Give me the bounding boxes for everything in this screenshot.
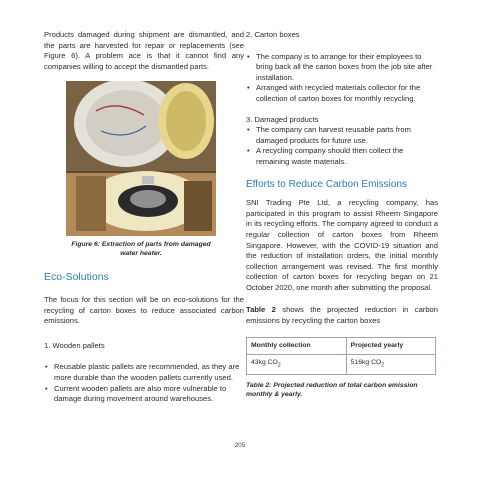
page-number: 205 xyxy=(234,442,246,449)
co2-subscript: 2 xyxy=(381,362,385,369)
right-column xyxy=(246,30,438,399)
table-caption: Table 2: Projected reduction of total carbon emission monthly & yearly. xyxy=(246,382,418,399)
list-item: • Arranged with recycled materials collector for the collection of carton boxes for monthly recycling. xyxy=(256,83,438,104)
monthly-value: 43kg CO xyxy=(251,359,278,367)
projection-table xyxy=(246,337,436,376)
carton-boxes-title: 2. Carton boxes xyxy=(246,30,300,39)
wooden-pallets-list xyxy=(44,362,244,404)
monthly-collection-cell xyxy=(247,355,347,375)
figure-6-photo xyxy=(66,81,216,236)
co2-subscript: 2 xyxy=(277,362,281,369)
sni-trading-paragraph: SNI Trading Pte Ltd, a recycling company, has participated in this program to assist Rheem Singapore in its recycling efforts. The company agreed to conduct a regular collection of carton boxes from Rheem Singapore. However, with the COVID-19 situation and the reduction of installation orders, the initial monthly collection arrangement was revised. The first monthly collection of carton boxes for recycling began on 21 October 2020, one month after submitting the proposal. xyxy=(246,198,438,292)
projected-yearly-header: Projected yearly xyxy=(346,337,435,355)
table-reference-bold: Table 2 xyxy=(246,305,276,315)
carbon-emissions-heading: Efforts to Reduce Carbon Emissions xyxy=(246,178,408,190)
projected-yearly-cell xyxy=(346,355,435,375)
focus-paragraph: The focus for this section will be on eco-solutions for the recycling of carton boxes to reduce associated carbon emissions. xyxy=(44,294,244,326)
water-heater-parts-image xyxy=(66,81,216,236)
wooden-pallets-title: 1. Wooden pallets xyxy=(44,340,105,350)
eco-solutions-heading: Eco-Solutions xyxy=(44,271,109,284)
list-item: • The company can harvest reusable parts from damaged products for future use. xyxy=(256,125,438,146)
list-item: • A recycling company should then collect the remaining waste materials. xyxy=(256,146,438,167)
table-reference-text: shows the projected reduction in carbon emissions by recycling the carton boxes xyxy=(246,305,438,326)
table-row xyxy=(247,355,436,375)
yearly-value: 516kg CO xyxy=(350,359,382,367)
carton-boxes-list xyxy=(246,52,438,105)
list-item: • The company is to arrange for their employees to bring back all the carton boxes from the job site after installation. xyxy=(256,52,438,84)
list-item: • Reusable plastic pallets are recommended, as they are more durable than the wooden pallets currently used. xyxy=(54,362,244,383)
table-row xyxy=(247,337,436,355)
intro-paragraph: Products damaged during shipment are dismantled, and the parts are harvested for repair or replacements (see Figure 6). A problem ace is that it cannot find any companies willing to accept the dismantled parts. xyxy=(44,30,244,71)
damaged-products-title: 3. Damaged products xyxy=(246,114,319,124)
monthly-collection-header: Monthly collection xyxy=(247,337,347,355)
left-column xyxy=(44,30,244,405)
damaged-products-list xyxy=(246,125,438,167)
list-item: • Current wooden pallets are also more vulnerable to damage during movement around warehouses. xyxy=(54,384,244,405)
table-reference-paragraph xyxy=(246,305,438,326)
figure-caption: Figure 6: Extraction of parts from damaged water heater. xyxy=(71,241,211,258)
